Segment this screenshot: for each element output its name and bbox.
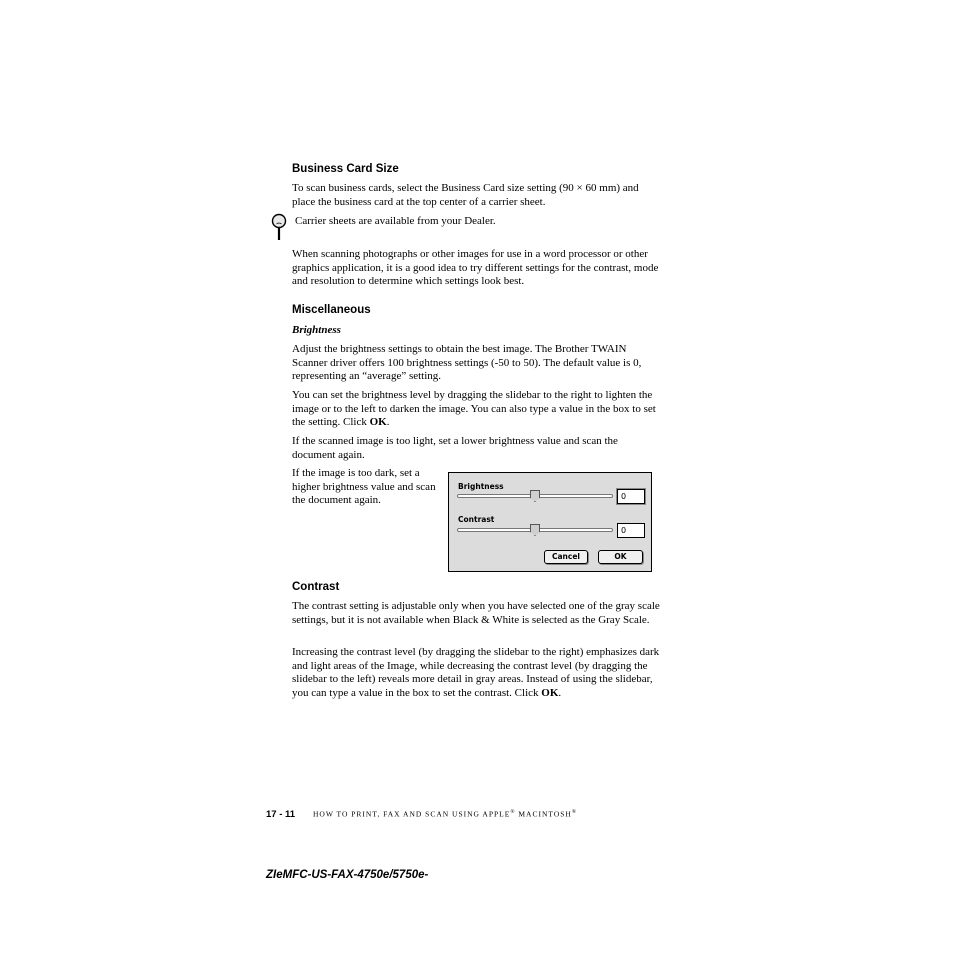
brightness-slider-track[interactable] xyxy=(457,494,613,498)
heading-business-card-size: Business Card Size xyxy=(292,163,399,175)
reg-mark-2: ® xyxy=(571,809,578,815)
running-title-text-2: MACINTOSH xyxy=(518,809,572,819)
brightness-label: Brightness xyxy=(458,482,504,491)
subheading-brightness: Brightness xyxy=(292,324,341,336)
cancel-button[interactable]: Cancel xyxy=(544,550,588,564)
page-number: 17 - 11 xyxy=(266,809,296,820)
paragraph-tip: When scanning photographs or other images for use in a word processor or other graphics application, it is a good idea to try different settings for the contrast, mode and resolution to determine which settings look best. xyxy=(292,248,659,287)
note-text: Carrier sheets are available from your Dealer. xyxy=(295,215,496,227)
ok-button[interactable]: OK xyxy=(598,550,643,564)
paragraph-contrast-2-end: . xyxy=(558,686,562,699)
running-title xyxy=(313,809,577,819)
brightness-slider-thumb[interactable] xyxy=(530,490,540,502)
heading-miscellaneous: Miscellaneous xyxy=(292,304,371,316)
paragraph-brightness-2-end: . xyxy=(386,416,390,428)
brightness-contrast-dialog xyxy=(448,472,652,572)
reg-mark-1: ® xyxy=(510,809,516,815)
contrast-label: Contrast xyxy=(458,515,495,524)
contrast-slider-track[interactable] xyxy=(457,528,613,532)
paragraph-business-card: To scan business cards, select the Business Card size setting (90 × 60 mm) and place the business card at the top center of a carrier sheet. xyxy=(292,182,639,208)
heading-contrast: Contrast xyxy=(292,581,340,593)
paragraph-brightness-2-text: You can set the brightness level by dragging the slidebar to the right to lighten the image or to the left to darken the image. You can also type a value in the box to set the setting. Click xyxy=(292,389,656,428)
brightness-value-input[interactable]: 0 xyxy=(617,489,645,504)
ok-bold-text: OK xyxy=(369,416,387,428)
paragraph-brightness-3: If the scanned image is too light, set a lower brightness value and scan the document again. xyxy=(292,435,618,461)
paragraph-contrast-2-text: Increasing the contrast level (by dragging the slidebar to the right) emphasizes dark and light areas of the Image, while decreasing the contrast level (by dragging the slidebar to the left) reveals more detail in gray areas. Instead of using the slidebar, you can type a value in the box to set the contrast. Click xyxy=(292,646,660,699)
file-name: ZIeMFC-US-FAX-4750e/5750e- xyxy=(266,869,429,881)
lightbulb-icon xyxy=(270,213,288,241)
contrast-value-input[interactable]: 0 xyxy=(617,523,645,538)
paragraph-brightness-1: Adjust the brightness settings to obtain the best image. The Brother TWAIN Scanner driver offers 100 brightness settings (-50 to 50). The default value is 0, representing an “average” setting. xyxy=(292,343,642,382)
contrast-slider-thumb[interactable] xyxy=(530,524,540,536)
paragraph-contrast-2 xyxy=(292,646,666,700)
paragraph-brightness-2 xyxy=(292,389,664,430)
paragraph-contrast-1: The contrast setting is adjustable only when you have selected one of the gray scale settings, but it is not available when Black & White is selected as the Gray Scale. xyxy=(292,600,660,626)
running-title-text: HOW TO PRINT, FAX AND SCAN USING APPLE xyxy=(313,809,511,819)
paragraph-brightness-4: If the image is too dark, set a higher brightness value and scan the document again. xyxy=(292,467,436,506)
ok-bold-text-2: OK xyxy=(541,686,559,699)
